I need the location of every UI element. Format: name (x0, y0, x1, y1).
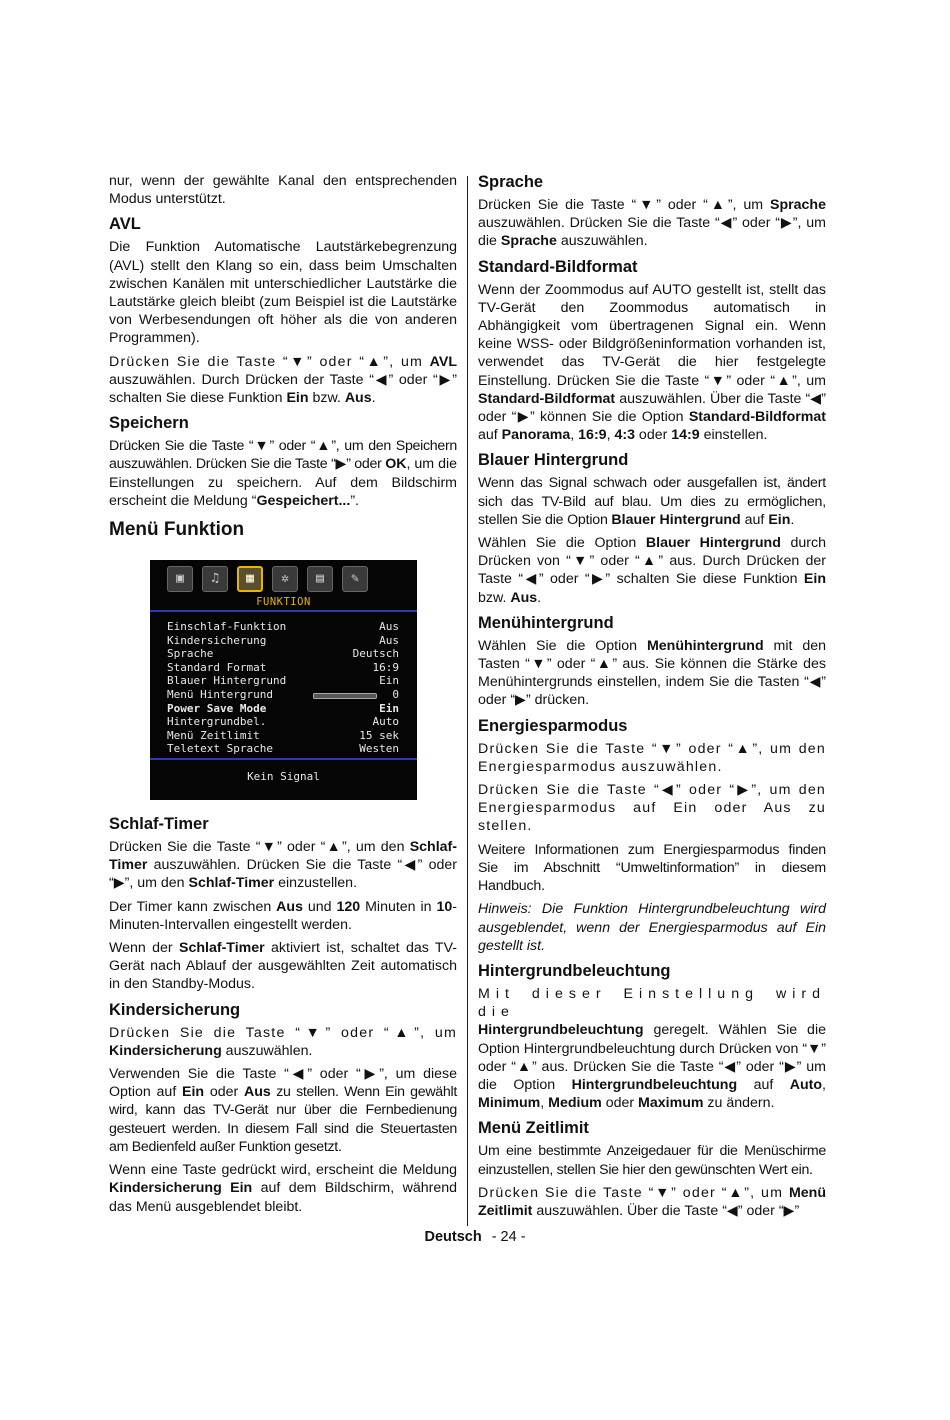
schlaf-timer-heading: Schlaf-Timer (109, 815, 209, 834)
blauer-hintergrund-p2: Wählen Sie die Option Blauer Hintergrund durch Drücken von “▼” oder “▲” aus. Durch Drücken der Taste “◀” oder “▶” schalten Sie diese Funktion Ein bzw. Aus. (478, 535, 826, 606)
intro-paragraph: nur, wenn der gewählte Kanal den entsprechenden Modus unterstützt. (109, 173, 457, 208)
avl-description: Die Funktion Automatische Lautstärkebegrenzung (AVL) stellt den Klang so ein, dass beim Umschalten zwischen Kanälen mit unterschiedlicher Lautstärke die Lautstärke gleich bleibt (zum Beispiel ist die Lautstärke von Werbesendungen oft höher als die von anderen Programmen). (109, 239, 457, 347)
hintergrundbeleuchtung-paragraph: Mit dieser Einstellung wird die Hintergrundbeleuchtung geregelt. Wählen Sie die Option Hintergrundbeleuchtung durch Drücken von “▼” oder “▲” aus. Drücken Sie die Taste “◀” oder “▶” um die Option Hintergrundbeleuchtung auf Auto, Minimum, Medium oder Maximum zu ändern. (478, 985, 826, 1112)
kindersicherung-heading: Kindersicherung (109, 1000, 241, 1019)
blauer-hintergrund-p1: Wenn das Signal schwach oder ausgefallen ist, ändert sich das TV-Bild auf blau. Um dies zu ermöglichen, stellen Sie die Option Blauer Hintergrund auf Ein. (478, 475, 826, 528)
energiesparmodus-p2: Drücken Sie die Taste “◀” oder “▶”, um den Energiesparmodus auf Ein oder Aus zu stellen. (478, 782, 826, 835)
tv-menu-row: Power Save Mode Ein (167, 701, 399, 715)
tv-menu-status: Kein Signal (247, 770, 320, 784)
kindersicherung-p1: Drücken Sie die Taste “▼” oder “▲”, um Kindersicherung auszuwählen. (109, 1024, 457, 1059)
energiesparmodus-note: Hinweis: Die Funktion Hintergrundbeleuchtung wird ausgeblendet, wenn der Energiesparmodus auf Ein gestellt ist. (478, 901, 826, 954)
menu-background-slider (313, 693, 377, 699)
tv-menu-row: Teletext Sprache Westen (167, 742, 399, 756)
tv-menu-row: Kindersicherung Aus (167, 633, 399, 647)
speichern-paragraph: Drücken Sie die Taste “▼” oder “▲”, um den Speichern auszuwählen. Drücken Sie die Taste “▶” oder OK, um die Einstellungen zu speichern. Auf dem Bildschirm erscheint die Meldung “Gespeichert...”. (109, 438, 458, 509)
schlaf-timer-p1: Drücken Sie die Taste “▼” oder “▲”, um den Schlaf-Timer auszuwählen. Drücken Sie die Taste “◀” oder “▶”, um den Schlaf-Timer einzustellen. (109, 839, 457, 892)
tv-menu-row: Blauer Hintergrund Ein (167, 674, 399, 688)
speichern-heading: Speichern (109, 414, 189, 433)
source-icon: ▤ (307, 566, 333, 592)
kindersicherung-p2: Verwenden Sie die Taste “◀” oder “▶”, um diese Option auf Ein oder Aus zu stellen. Wenn Ein gewählt wird, kann das TV-Gerät nur über die Fernbedienung gesteuert werden. In diesem Fall sind die Steuertasten am Bedienfeld außer Funktion gesetzt. (109, 1066, 457, 1155)
tv-menu-row: Einschlaf-Funktion Aus (167, 620, 399, 634)
footer-language: Deutsch (424, 1229, 482, 1245)
tv-menu-divider-bottom (150, 758, 417, 760)
hintergrundbeleuchtung-heading: Hintergrundbeleuchtung (478, 961, 671, 980)
energiesparmodus-p1: Drücken Sie die Taste “▼” oder “▲”, um den Energiesparmodus auszuwählen. (478, 740, 826, 775)
menuehintergrund-paragraph: Wählen Sie die Option Menühintergrund mit den Tasten “▼” oder “▲” aus. Sie können die Stärke des Menühintergrunds einstellen, indem Sie die Tasten “◀” oder “▶” drücken. (478, 637, 826, 709)
menu-funktion-heading: Menü Funktion (109, 519, 245, 541)
tv-menu-row: Menü Hintergrund 0 (167, 688, 399, 702)
standard-bildformat-paragraph: Wenn der Zoommodus auf AUTO gestellt ist, stellt das TV-Gerät den Zoommodus automatisch in Abhängigkeit vom übertragenen Signal ein. Wenn keine WSS- oder Bildgrößeninformation vorhanden ist, verwendet das TV-Gerät die hier festgelegte Einstellung. Drücken Sie die Taste “▼” oder “▲”, um Standard-Bildformat auszuwählen. Über die Taste “◀” oder “▶” können Sie die Option Standard-Bildformat auf Panorama, 16:9, 4:3 oder 14:9 einstellen. (478, 281, 826, 444)
left-column (109, 172, 457, 1221)
install-icon: ✎ (342, 566, 368, 592)
page-footer (0, 1229, 950, 1245)
menue-zeitlimit-p2: Drücken Sie die Taste “▼” oder “▲”, um Menü Zeitlimit auszuwählen. Über die Taste “◀” oder “▶” (478, 1184, 826, 1219)
page-number: - 24 - (491, 1229, 526, 1245)
tv-menu-row: Hintergrundbel. Auto (167, 715, 399, 729)
avl-heading: AVL (109, 215, 141, 234)
sound-icon: ♫ (202, 566, 228, 592)
tv-menu-divider-top (150, 610, 417, 612)
energiesparmodus-p3: Weitere Informationen zum Energiesparmodus finden Sie im Abschnitt “Umweltinformation” in diesem Handbuch. (478, 841, 826, 895)
menue-zeitlimit-p1: Um eine bestimmte Anzeigedauer für die Menüschirme einzustellen, stellen Sie hier den gewünschten Wert ein. (478, 1143, 826, 1178)
tv-menu-icon-bar (167, 566, 368, 592)
function-icon: ▦ (237, 566, 263, 592)
sprache-heading: Sprache (478, 173, 544, 191)
energiesparmodus-heading: Energiesparmodus (478, 716, 628, 735)
column-divider (467, 176, 468, 1226)
tv-menu-row: Standard Format 16:9 (167, 660, 399, 674)
tv-menu-row: Sprache Deutsch (167, 647, 399, 661)
picture-icon: ▣ (167, 566, 193, 592)
right-column (478, 172, 826, 1225)
menuehintergrund-heading: Menühintergrund (478, 613, 614, 632)
kindersicherung-p3: Wenn eine Taste gedrückt wird, erscheint die Meldung Kindersicherung Ein auf dem Bildschirm, während das Menü ausgeblendet bleibt. (109, 1162, 457, 1215)
schlaf-timer-p2: Der Timer kann zwischen Aus und 120 Minuten in 10-Minuten-Intervallen eingestellt werden. (109, 898, 457, 933)
standard-bildformat-heading: Standard-Bildformat (478, 257, 638, 276)
settings-icon: ✲ (272, 566, 298, 592)
sprache-paragraph: Drücken Sie die Taste “▼” oder “▲”, um Sprache auszuwählen. Drücken Sie die Taste “◀” oder “▶”, um die Sprache auszuwählen. (478, 197, 826, 250)
tv-menu-rows (167, 620, 399, 756)
blauer-hintergrund-heading: Blauer Hintergrund (478, 451, 629, 470)
avl-instructions: Drücken Sie die Taste “▼” oder “▲”, um AVL auszuwählen. Durch Drücken der Taste “◀” oder “▶” schalten Sie diese Funktion Ein bzw. Aus. (109, 353, 457, 407)
schlaf-timer-p3: Wenn der Schlaf-Timer aktiviert ist, schaltet das TV-Gerät nach Ablauf der ausgewählten Zeit automatisch in den Standby-Modus. (109, 940, 457, 993)
tv-menu-title: FUNKTION (256, 596, 311, 609)
tv-menu-screenshot (150, 560, 417, 800)
tv-menu-row: Menü Zeitlimit 15 sek (167, 728, 399, 742)
menue-zeitlimit-heading: Menü Zeitlimit (478, 1119, 589, 1138)
